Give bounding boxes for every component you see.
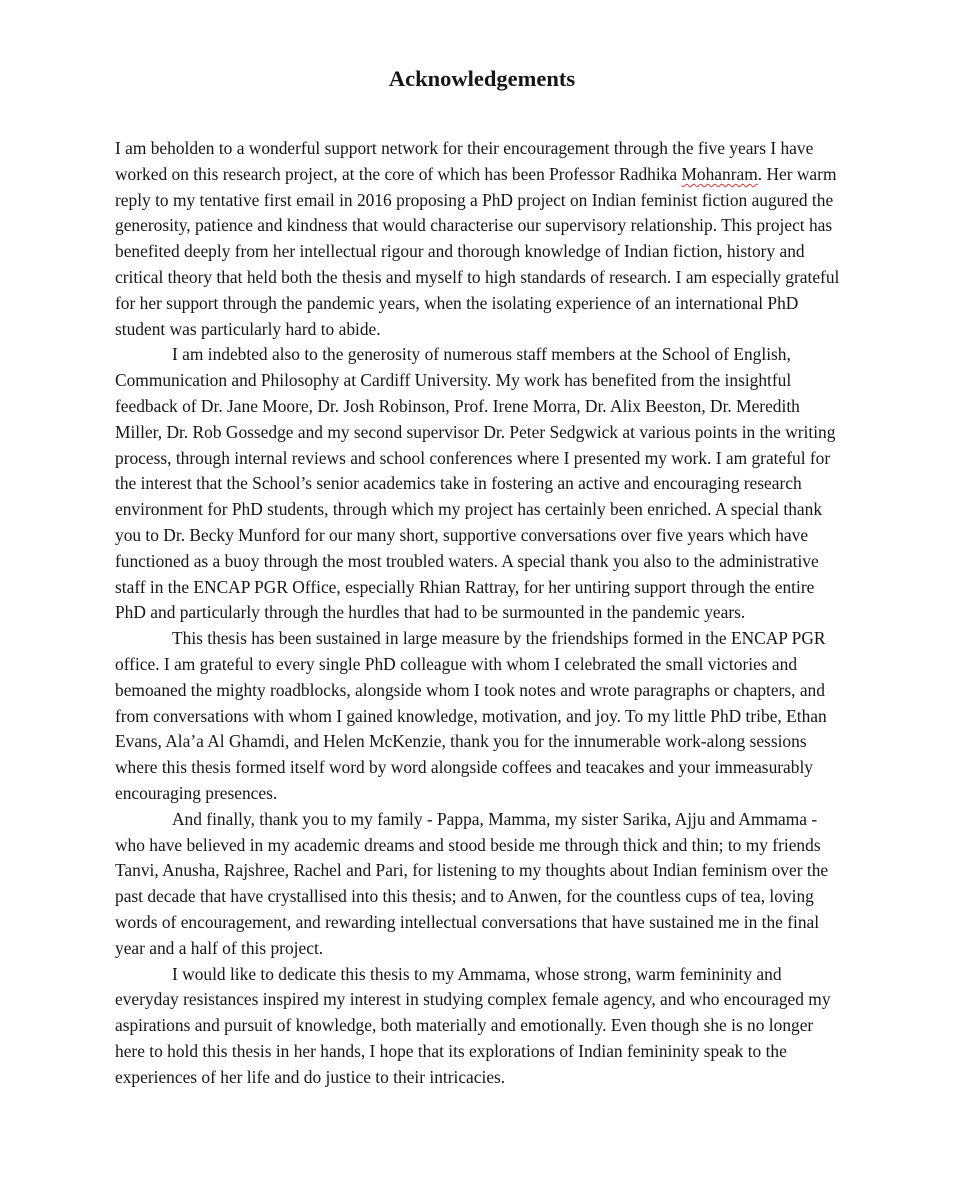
paragraph-supervisor [115,136,847,342]
paragraph-family: And finally, thank you to my family - Pappa, Mamma, my sister Sarika, Ajju and Ammama - who have believed in my academic dreams and stood beside me through thick and thin; to my friends Tanvi, Anusha, Rajshree, Rachel and Pari, for listening to my thoughts about Indian feminism over the past decade that have crystallised into this thesis; and to Anwen, for the countless cups of tea, loving words of encouragement, and rewarding intellectual conversations that have sustained me in the final year and a half of this project. [115,808,829,958]
paragraph-text: . Her warm reply to my tentative first email in 2016 proposing a PhD project on Indian feminist fiction augured the generosity, patience and kindness that would characterise our supervisory relationship. This project has benefited deeply from her intellectual rigour and thorough knowledge of Indian fiction, history and critical theory that held both the thesis and myself to high standards of research. I am especially grateful for her support through the pandemic years, when the isolating experience of an international PhD student was particularly hard to abide. [115,163,840,339]
paragraph-staff: I am indebted also to the generosity of numerous staff members at the School of English, Communication and Philosophy at Cardiff University. My work has benefited from the insightful feedback of Dr. Jane Moore, Dr. Josh Robinson, Prof. Irene Morra, Dr. Alix Beeston, Dr. Meredith Miller, Dr. Rob Gossedge and my second supervisor Dr. Peter Sedgwick at various points in the writing process, through internal reviews and school conferences where I presented my work. I am grateful for the interest that the School’s senior academics take in fostering an active and encouraging research environment for PhD students, through which my project has certainly been enriched. A special thank you to Dr. Becky Munford for our many short, supportive conversations over five years which have functioned as a buoy through the most troubled waters. A special thank you also to the administrative staff in the ENCAP PGR Office, especially Rhian Rattray, for her untiring support through the entire PhD and particularly through the hurdles that had to be surmounted in the pandemic years. [115,344,836,623]
paragraph-dedication: I would like to dedicate this thesis to my Ammama, whose strong, warm femininity and everyday resistances inspired my interest in studying complex female agency, and who encouraged my aspirations and pursuit of knowledge, both materially and emotionally. Even though she is no longer here to hold this thesis in her hands, I hope that its explorations of Indian femininity speak to the experiences of her life and do justice to their intricacies. [115,963,831,1087]
paragraph-text: I am beholden to a wonderful support network for their encouragement through the five years I have worked on this research project, at the core of which has been Professor Radhika [115,138,814,184]
paragraph-friendships: This thesis has been sustained in large measure by the friendships formed in the ENCAP PGR office. I am grateful to every single PhD colleague with whom I celebrated the small victories and bemoaned the mighty roadblocks, alongside whom I took notes and wrote paragraphs or chapters, and from conversations with whom I gained knowledge, motivation, and joy. To my little PhD tribe, Ethan Evans, Ala’a Al Ghamdi, and Helen McKenzie, thank you for the innumerable work-along sessions where this thesis formed itself word by word alongside coffees and teacakes and your immeasurably encouraging presences. [115,628,827,803]
spellcheck-flagged-word: Mohanram [681,163,758,184]
page-title: Acknowledgements [388,66,576,91]
document-body [115,136,847,1090]
